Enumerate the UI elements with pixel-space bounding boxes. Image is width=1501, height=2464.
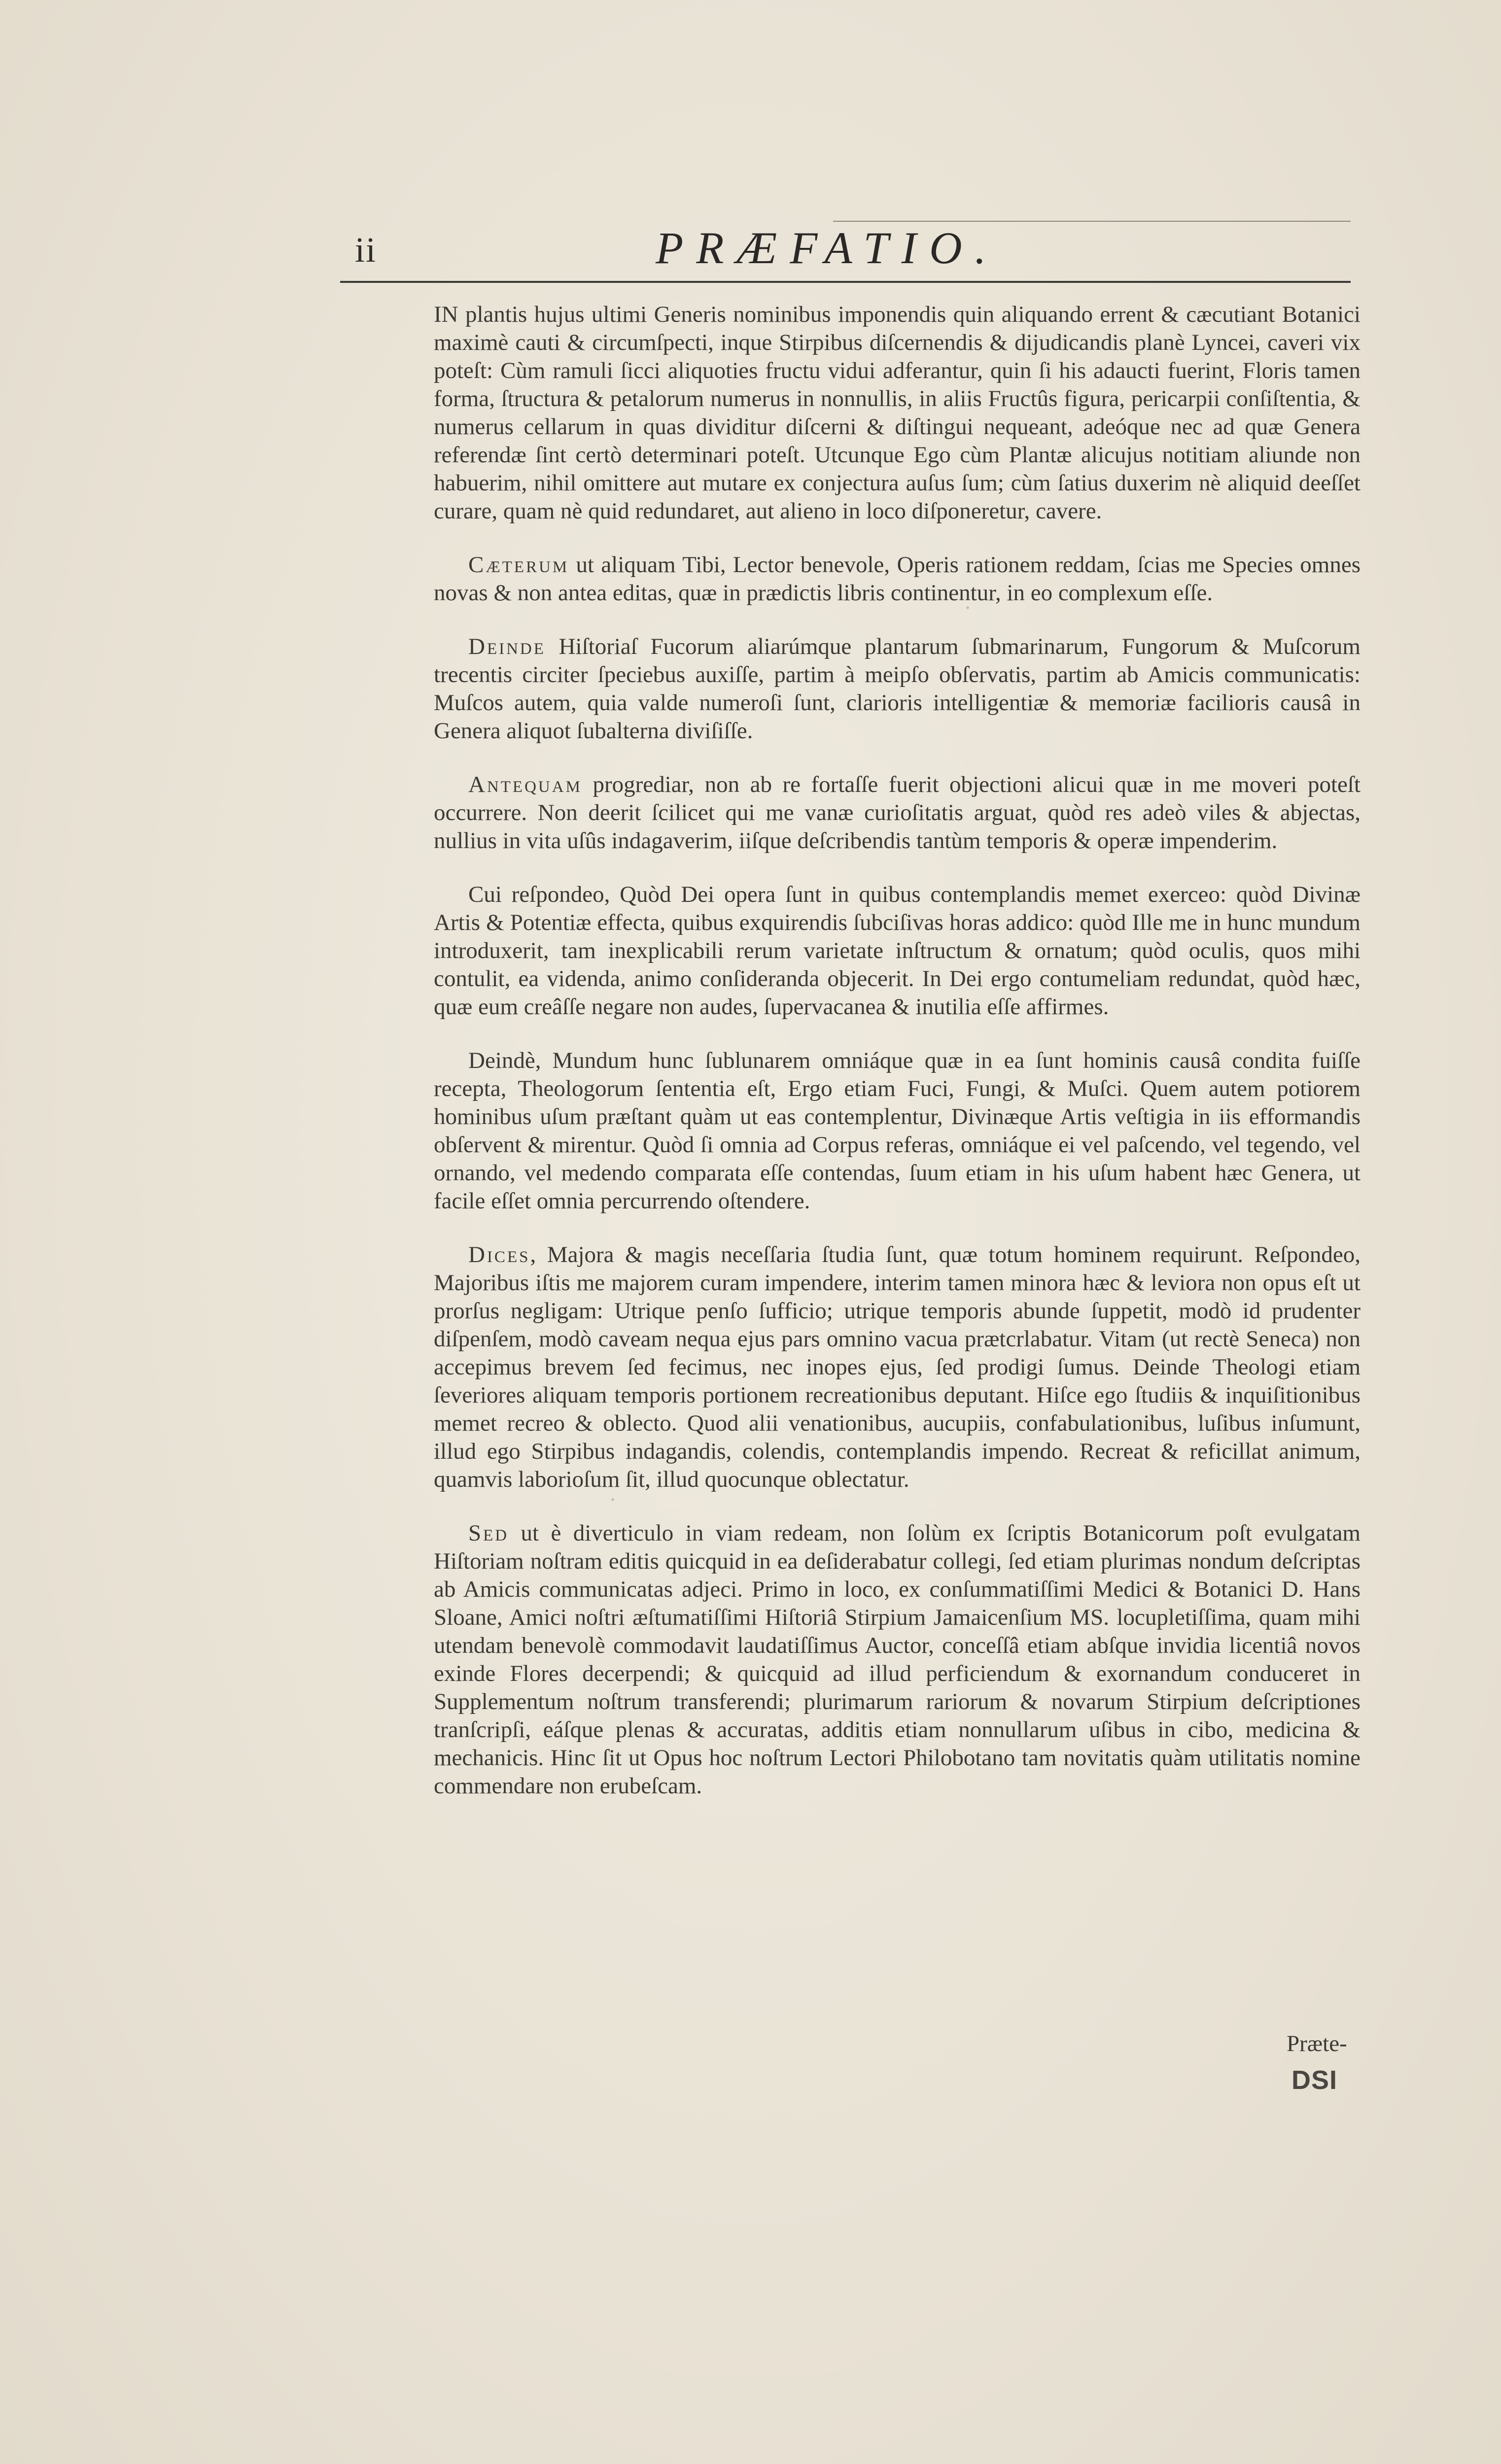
paragraph-text: Deindè, Mundum hunc ſublunarem omniáque quæ in ea ſunt hominis causâ condita fuiſſe recepta, Theologorum ſententia eſt, Ergo etiam Fuci, Fungi, & Muſci. Quem autem potiorem hominibus uſum præſtant quàm ut eas contemplentur, Divinæque Artis veſtigia in iis efformandis obſervent & mirentur. Quòd ſi omnia ad Corpus referas, omniáque ei vel paſcendo, vel tegendo, vel ornando, vel medendo comparata eſſe contendas, ſuum etiam in his uſum habent hæc Genera, ut facile eſſet omnia percurrendo oſtendere. (434, 1048, 1361, 1214)
paragraph-8 (434, 1519, 1361, 1800)
paragraph-5 (434, 881, 1361, 1021)
paragraph-text: ut aliquam Tibi, Lector benevole, Operis rationem reddam, ſcias me Species omnes novas & non antea editas, quæ in prædictis libris continentur, in eo complexum eſſe. (434, 552, 1361, 606)
paragraph-6 (434, 1047, 1361, 1215)
paragraph-text: Hiſtoriaſ Fucorum aliarúmque plantarum ſubmarinarum, Fungorum & Muſcorum trecentis circiter ſpeciebus auxiſſe, partim à meipſo obſervatis, partim ab Amicis communicatis: Muſcos autem, quia valde numeroſi ſunt, clarioris intelligentiæ & memoriæ facilioris causâ in Genera aliquot ſubalterna diviſiſſe. (434, 634, 1361, 744)
paragraph-1 (434, 301, 1361, 525)
paragraph-text: ut è diverticulo in viam redeam, non ſolùm ex ſcriptis Botanicorum poſt evulgatam Hiſtoriam noſtram editis quicquid in ea deſiderabatur collegi, ſed etiam plurimas nondum deſcriptas ab Amicis communicatas adjeci. Primo in loco, ex conſummatiſſimi Medici & Botanici D. Hans Sloane, Amici noſtri æſtumatiſſimi Hiſtoriâ Stirpium Jamaicenſium MS. locupletiſſima, quam mihi utendam benevolè commodavit laudatiſſimus Auctor, conceſſâ etiam abſque invidia licentiâ novos exinde Flores decerpendi; & quicquid ad illud perficiendum & exornandum conduceret in Supplementum noſtrum transferendi; plurimarum rariorum & novarum Stirpium deſcriptiones tranſcripſi, eáſque plenas & accuratas, additis etiam nonnullarum uſibus in cibo, medicina & mechanicis. Hinc ſit ut Opus hoc noſtrum Lectori Philobotano tam novitatis quàm utilitatis nomine commendare non erubeſcam. (434, 1520, 1361, 1799)
header-rule (340, 281, 1351, 283)
body-text (434, 301, 1361, 1826)
paragraph-7 (434, 1241, 1361, 1494)
paragraph-4 (434, 771, 1361, 855)
page-number: ii (355, 230, 377, 270)
paragraph-lead: Cæterum (468, 552, 569, 578)
paragraph-text: , Majora & magis neceſſaria ſtudia ſunt, quæ totum hominem requirunt. Reſpondeo, Majoribus iſtis me majorem curam impendere, interim tamen minora hæc & leviora non opus eſt ut prorſus negligam: Utrique penſo ſufficio; utrique temporis abunde ſuppetit, modò id prudenter diſpenſem, modò caveam nequa ejus pars omnino vacua prætcrlabatur. Vitam (ut rectè Seneca) non accepimus brevem ſed fecimus, nec inopes ejus, ſed prodigi ſumus. Deinde Theologi etiam ſeveriores aliquam temporis portionem recreationibus deputant. Hiſce ego ſtudiis & inquiſitionibus memet recreo & oblecto. Quod alii venationibus, aucupiis, confabulationibus, luſibus inſumunt, illud ego Stirpibus indagandis, colendis, contemplandis impendo. Recreat & reficillat animum, quamvis laborioſum ſit, illud quocunque oblectatur. (434, 1242, 1361, 1492)
running-title: PRÆFATIO. (656, 223, 999, 273)
library-stamp: DSI (1292, 2065, 1338, 2095)
paragraph-text: Cui reſpondeo, Quòd Dei opera ſunt in quibus contemplandis memet exerceo: quòd Divinæ Artis & Potentiæ effecta, quibus exquirendis ſubciſivas horas addico: quòd Ille me in hunc mundum introduxerit, tam inexplicabili rerum varietate inſtructum & ornatum; quòd oculis, quos mihi contulit, ea videnda, animo conſideranda objecerit. In Dei ergo contumeliam redundat, quòd hæc, quæ eum creâſſe negare non audes, ſupervacanea & inutilia eſſe affirmes. (434, 882, 1361, 1020)
paragraph-2 (434, 551, 1361, 607)
page-header (340, 212, 1351, 291)
paragraph-text: progrediar, non ab re fortaſſe fuerit objectioni alicui quæ in me moveri poteſt occurrere. Non deerit ſcilicet qui me vanæ curioſitatis arguat, quòd res adeò viles & abjectas, nullius in vita uſûs indagaverim, iiſque deſcribendis tantùm temporis & operæ impenderim. (434, 772, 1361, 854)
paragraph-text: IN plantis hujus ultimi Generis nominibus imponendis quin aliquando errent & cæcutiant Botanici maximè cauti & circumſpecti, inque Stirpibus diſcernendis & dijudicandis planè Lyncei, caveri vix poteſt: Cùm ramuli ſicci aliquoties fructu vidui adferantur, quin ſi his adaucti fuerint, Floris tamen forma, ſtructura & petalorum numerus in nonnullis, in aliis Fructûs figura, pericarpii conſiſtentia, & numerus cellarum in quas dividitur diſcerni & diſtingui nequeant, adeóque nec ad quæ Genera referendæ ſint certò determinari poteſt. Utcunque Ego cùm Plantæ alicujus notitiam aliunde non habuerim, nihil omittere aut mutare ex conjectura auſus ſum; cùm ſatius duxerim nè aliquid deeſſet curare, quam nè quid redundaret, aut alieno in loco diſponeretur, cavere. (434, 302, 1361, 524)
catchword: Præte- (1287, 2031, 1347, 2056)
paragraph-lead: Dices (468, 1242, 530, 1267)
paragraph-3 (434, 633, 1361, 745)
paragraph-lead: Antequam (468, 772, 582, 797)
paragraph-lead: Sed (468, 1520, 509, 1546)
paragraph-lead: Deinde (468, 634, 546, 659)
